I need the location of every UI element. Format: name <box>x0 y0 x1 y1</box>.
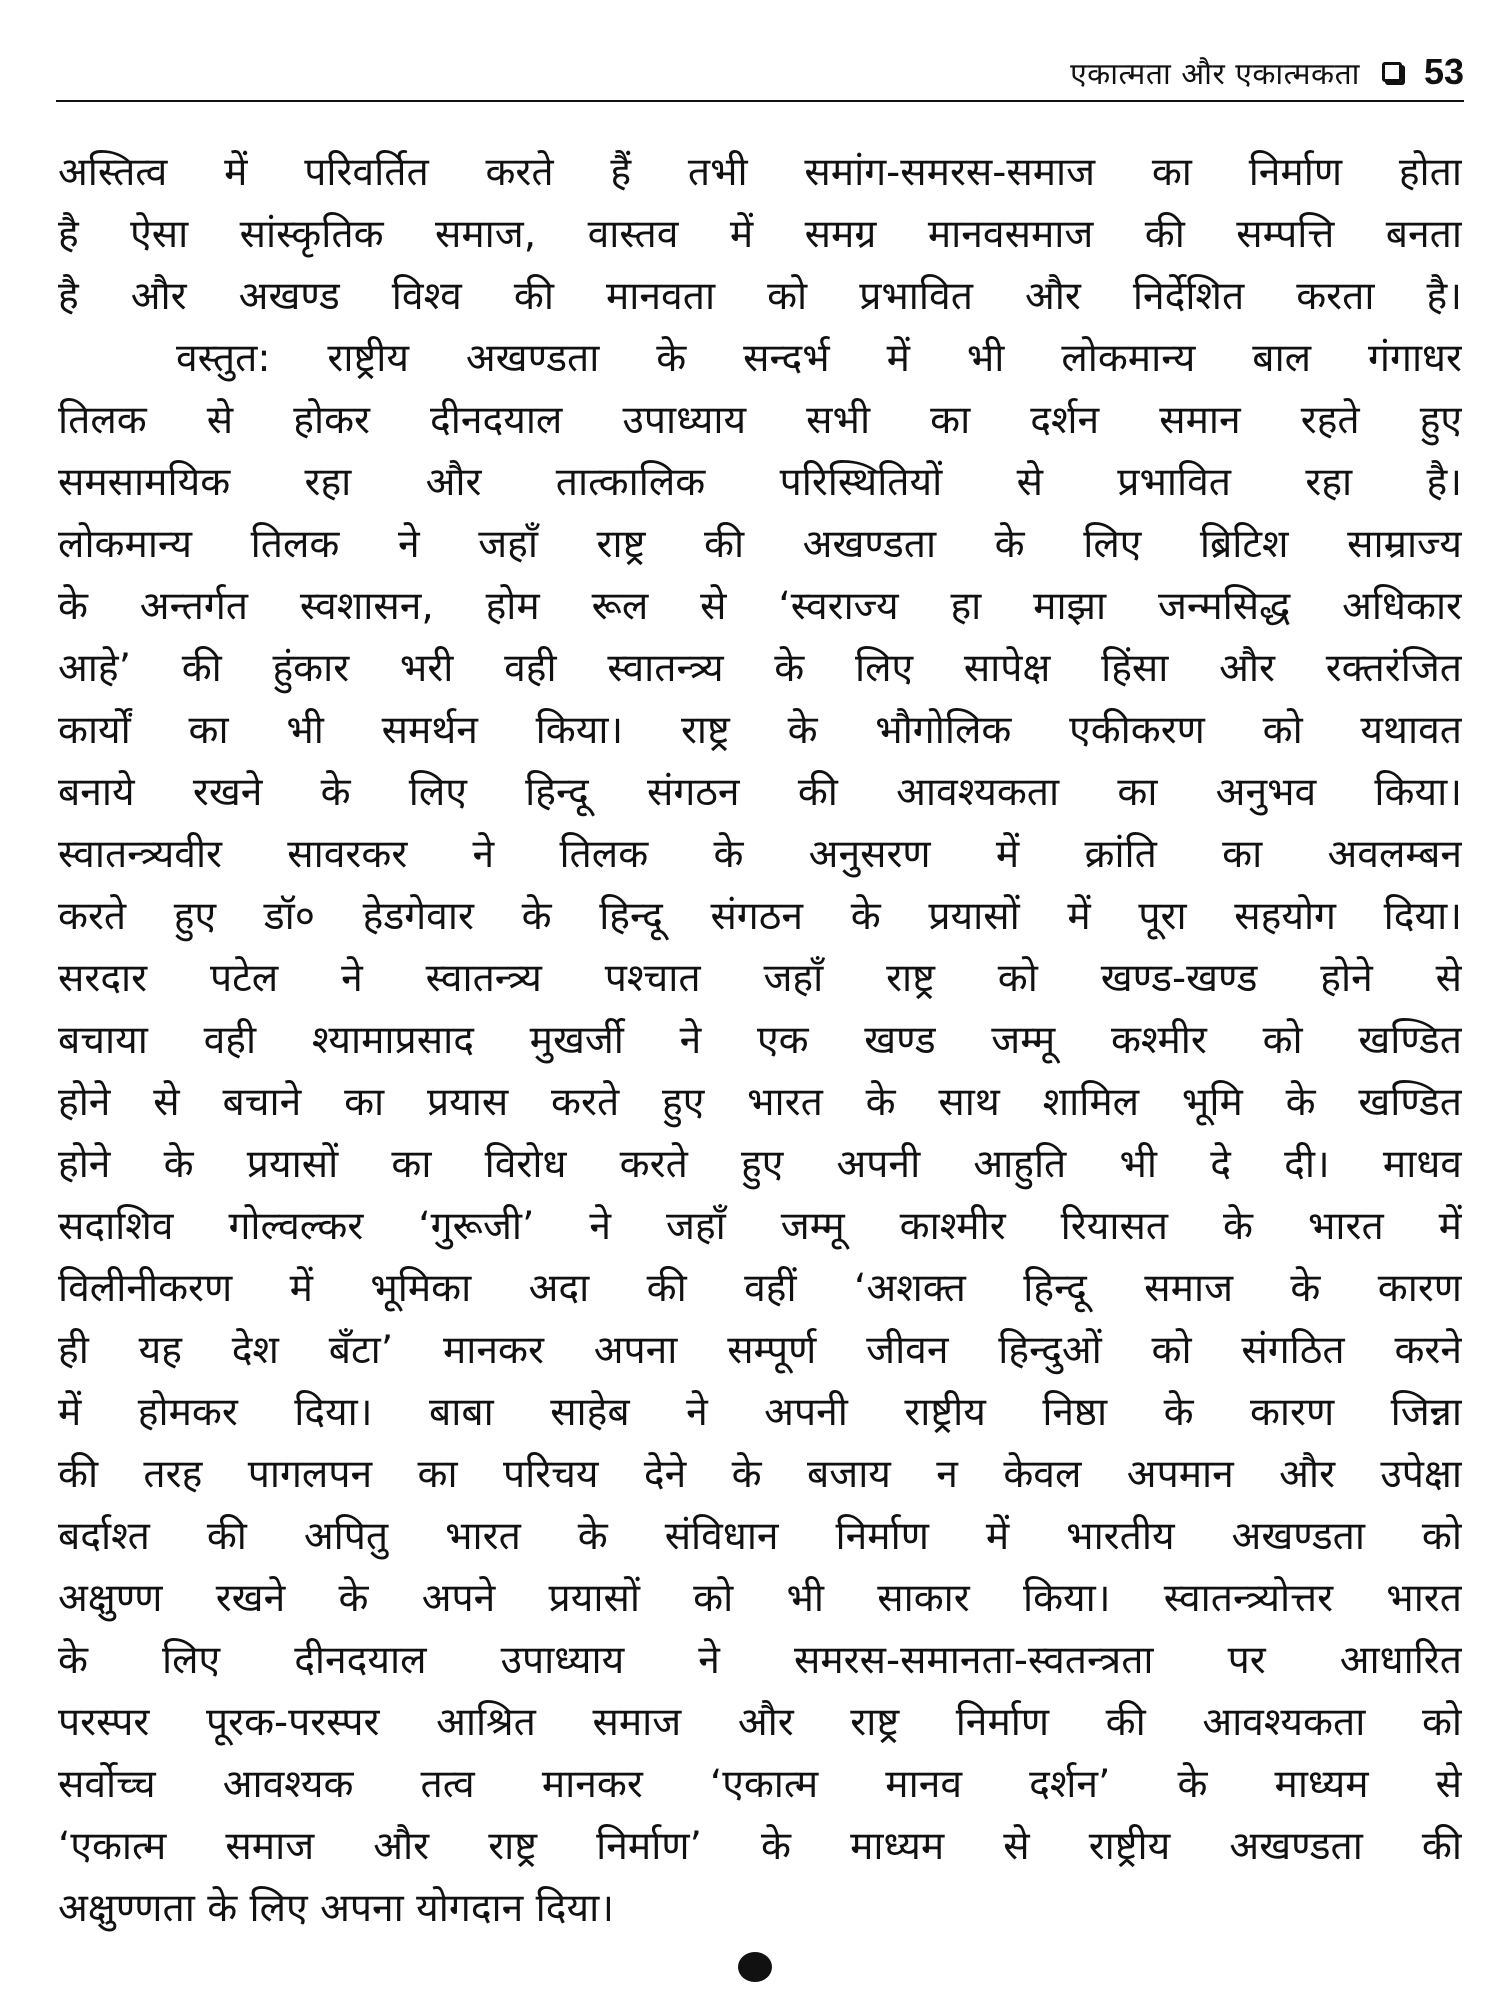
text-line: परस्पर पूरक-परस्पर आश्रित समाज और राष्ट्र निर्माण की आवश्यकता को <box>58 1700 1462 1745</box>
paragraph-2 <box>58 328 1462 1940</box>
text-line: बचाया वही श्यामाप्रसाद मुखर्जी ने एक खण्ड जम्मू कश्मीर को खण्डित <box>58 1018 1462 1063</box>
body-text <box>58 142 1462 1940</box>
text-line: होने से बचाने का प्रयास करते हुए भारत के साथ शामिल भूमि के खण्डित <box>58 1080 1462 1125</box>
text-line: अक्षुण्णता के लिए अपना योगदान दिया। <box>58 1886 614 1931</box>
text-line: सरदार पटेल ने स्वातन्त्र्य पश्चात जहाँ राष्ट्र को खण्ड-खण्ड होने से <box>58 956 1462 1001</box>
text-line: की तरह पागलपन का परिचय देने के बजाय न केवल अपमान और उपेक्षा <box>58 1452 1462 1497</box>
text-line: समसामयिक रहा और तात्कालिक परिस्थितियों से प्रभावित रहा है। <box>58 460 1462 505</box>
text-line: होने के प्रयासों का विरोध करते हुए अपनी आहुति भी दे दी। माधव <box>58 1142 1462 1187</box>
text-line: कार्यों का भी समर्थन किया। राष्ट्र के भौगोलिक एकीकरण को यथावत <box>58 708 1462 753</box>
page-end-dot <box>738 1952 772 1982</box>
page-number: 53 <box>1423 51 1464 92</box>
header-rule <box>56 100 1464 102</box>
text-line: के लिए दीनदयाल उपाध्याय ने समरस-समानता-स्वतन्त्रता पर आधारित <box>58 1638 1462 1683</box>
text-line: ‘एकात्म समाज और राष्ट्र निर्माण’ के माध्यम से राष्ट्रीय अखण्डता की <box>58 1824 1462 1869</box>
text-line: है ऐसा सांस्कृतिक समाज, वास्तव में समग्र मानवसमाज की सम्पत्ति बनता <box>58 212 1462 257</box>
text-line: ही यह देश बँटा’ मानकर अपना सम्पूर्ण जीवन हिन्दुओं को संगठित करने <box>58 1328 1462 1373</box>
text-line: विलीनीकरण में भूमिका अदा की वहीं ‘अशक्त हिन्दू समाज के कारण <box>58 1266 1462 1311</box>
text-line: करते हुए डॉ० हेडगेवार के हिन्दू संगठन के प्रयासों में पूरा सहयोग दिया। <box>58 894 1462 939</box>
text-line: सदाशिव गोल्वल्कर ‘गुरूजी’ ने जहाँ जम्मू काश्मीर रियासत के भारत में <box>58 1204 1462 1249</box>
text-line: आहे’ की हुंकार भरी वही स्वातन्त्र्य के लिए सापेक्ष हिंसा और रक्तरंजित <box>58 646 1462 691</box>
box-bullet-icon <box>1382 62 1402 82</box>
running-header <box>56 44 1464 100</box>
text-line: में होमकर दिया। बाबा साहेब ने अपनी राष्ट्रीय निष्ठा के कारण जिन्ना <box>58 1390 1462 1435</box>
chapter-title: एकात्मता और एकात्मकता <box>1070 56 1360 92</box>
text-line: के अन्तर्गत स्वशासन, होम रूल से ‘स्वराज्य हा माझा जन्मसिद्ध अधिकार <box>58 584 1462 629</box>
text-line: बनाये रखने के लिए हिन्दू संगठन की आवश्यकता का अनुभव किया। <box>58 770 1462 815</box>
paragraph-1 <box>58 142 1462 328</box>
text-line: बर्दाश्त की अपितु भारत के संविधान निर्माण में भारतीय अखण्डता को <box>58 1514 1462 1559</box>
text-line: वस्तुत: राष्ट्रीय अखण्डता के सन्दर्भ में भी लोकमान्य बाल गंगाधर <box>176 336 1462 381</box>
text-line: है और अखण्ड विश्व की मानवता को प्रभावित और निर्देशित करता है। <box>58 274 1462 319</box>
text-line: सर्वोच्च आवश्यक तत्व मानकर ‘एकात्म मानव दर्शन’ के माध्यम से <box>58 1762 1462 1807</box>
text-line: लोकमान्य तिलक ने जहाँ राष्ट्र की अखण्डता के लिए ब्रिटिश साम्राज्य <box>58 522 1462 567</box>
text-line: अस्तित्व में परिवर्तित करते हैं तभी समांग-समरस-समाज का निर्माण होता <box>58 150 1462 195</box>
text-line: स्वातन्त्र्यवीर सावरकर ने तिलक के अनुसरण में क्रांति का अवलम्बन <box>58 832 1462 877</box>
text-line: अक्षुण्ण रखने के अपने प्रयासों को भी साकार किया। स्वातन्त्र्योत्तर भारत <box>58 1576 1462 1621</box>
text-line: तिलक से होकर दीनदयाल उपाध्याय सभी का दर्शन समान रहते हुए <box>58 398 1462 443</box>
